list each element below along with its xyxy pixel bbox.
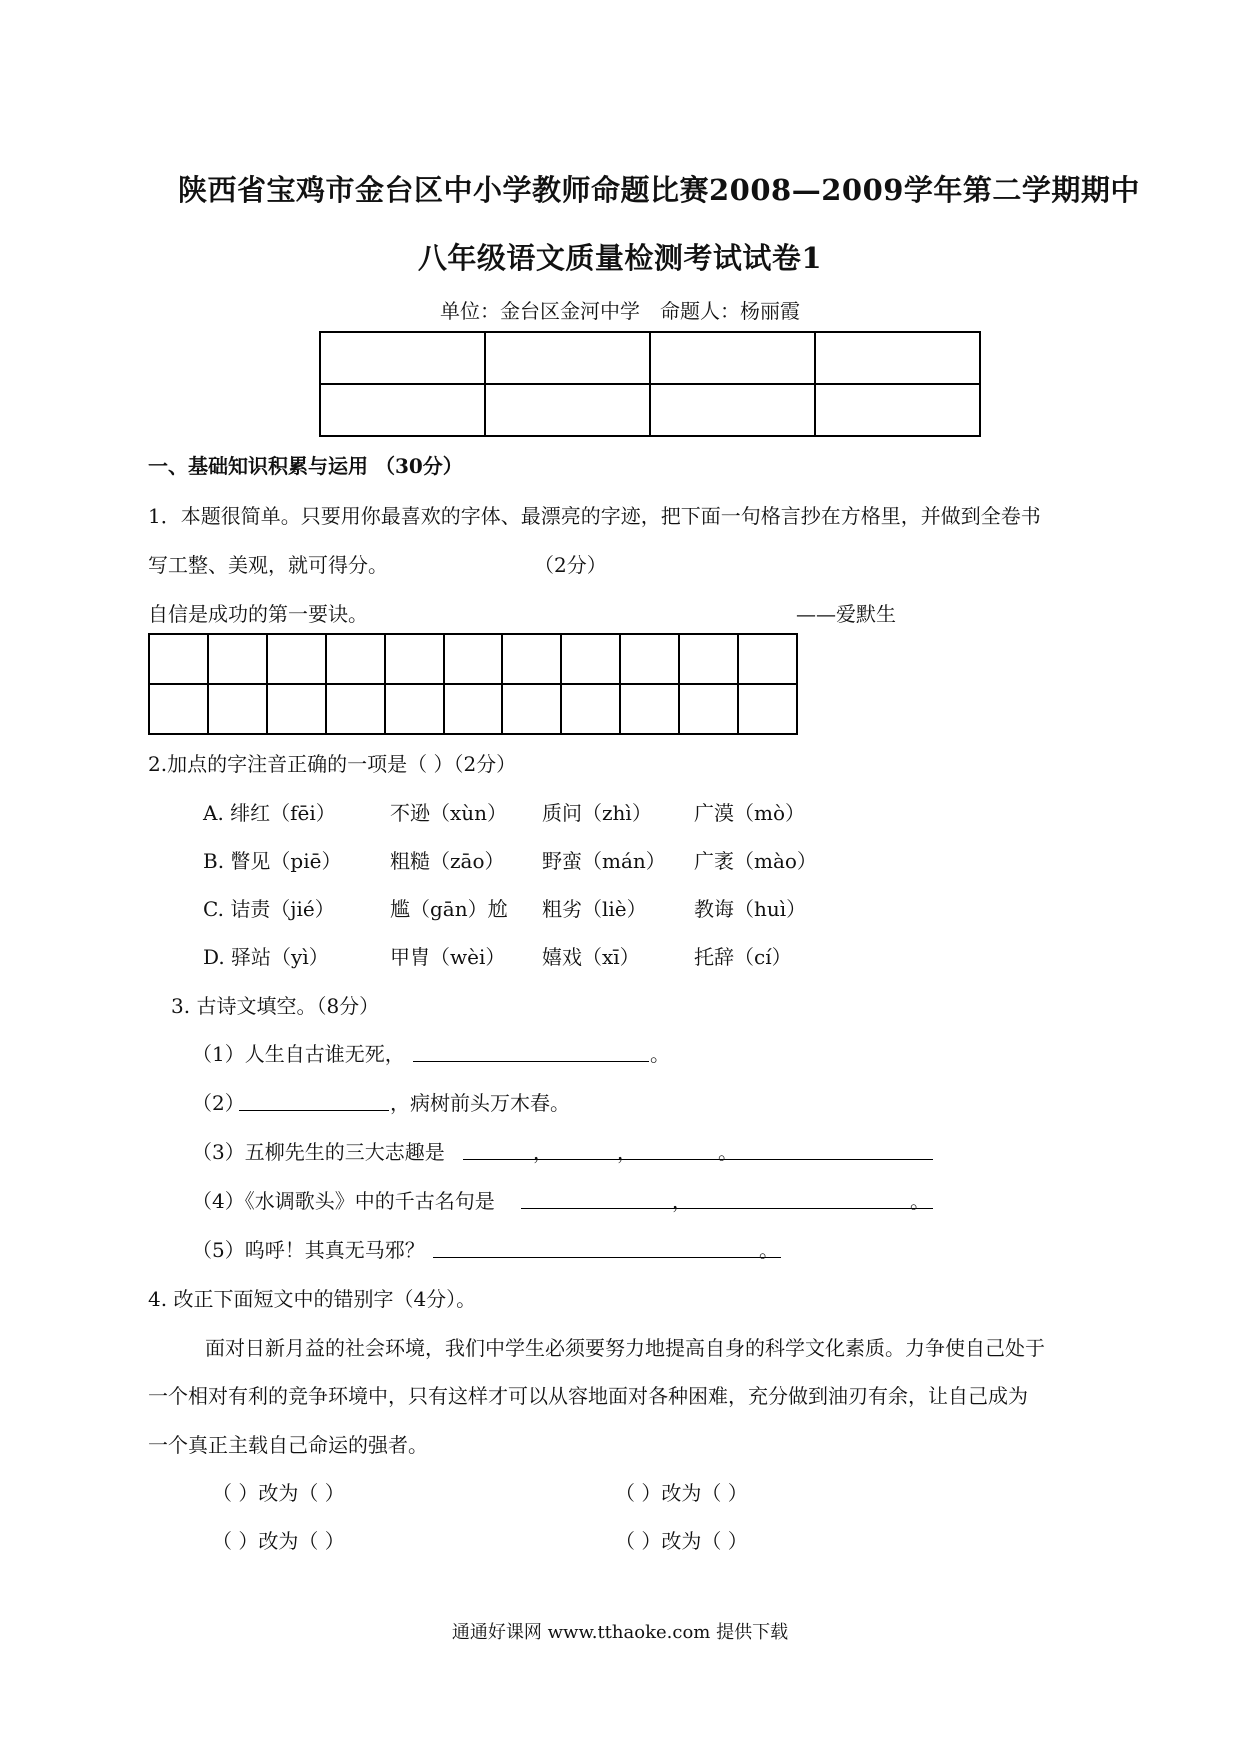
grid-cell[interactable] bbox=[620, 684, 679, 734]
score-cell bbox=[650, 384, 815, 436]
q4-correction-1: （ ）改为（ ） bbox=[212, 1481, 345, 1505]
q1-line-2: 写工整、美观，就可得分。 bbox=[148, 553, 388, 577]
q1-attribution: ——爱默生 bbox=[796, 602, 896, 626]
q3-item-5: （5）呜呼！其真无马邪？ bbox=[192, 1238, 425, 1262]
score-cell bbox=[815, 332, 980, 384]
q2-option-c-1: C. 诘责（jié） bbox=[203, 897, 335, 921]
q2-option-c-4: 教诲（huì） bbox=[694, 897, 807, 921]
grid-cell[interactable] bbox=[208, 684, 267, 734]
q3-item-3-end: 。 bbox=[718, 1140, 738, 1164]
score-cell bbox=[485, 332, 650, 384]
q3-item-5-end: 。 bbox=[759, 1238, 779, 1262]
q3-item-4-end: 。 bbox=[910, 1189, 930, 1213]
grid-cell[interactable] bbox=[679, 634, 738, 684]
score-cell bbox=[650, 332, 815, 384]
q3-item-3-comma-1: ， bbox=[533, 1140, 553, 1164]
answer-blank[interactable] bbox=[433, 1257, 781, 1258]
q2-stem: 2.加点的字注音正确的一项是（ ）（2分） bbox=[148, 752, 517, 776]
grid-cell[interactable] bbox=[502, 684, 561, 734]
grid-cell[interactable] bbox=[561, 684, 620, 734]
q3-item-3-comma-2: ， bbox=[617, 1140, 637, 1164]
writing-grid bbox=[148, 633, 798, 735]
q2-option-b-1: B. 瞥见（piē） bbox=[203, 849, 342, 873]
grid-cell[interactable] bbox=[444, 684, 503, 734]
q2-option-d-4: 托辞（cí） bbox=[694, 945, 792, 969]
q1-line-1: 1．本题很简单。只要用你最喜欢的字体、最漂亮的字迹，把下面一句格言抄在方格里，并做到全卷书 bbox=[148, 504, 1041, 528]
grid-cell[interactable] bbox=[149, 634, 208, 684]
q3-item-1: （1）人生自古谁无死， bbox=[192, 1042, 405, 1066]
q3-item-3: （3）五柳先生的三大志趣是 bbox=[192, 1140, 445, 1164]
q3-item-2: （2） bbox=[192, 1091, 245, 1115]
answer-blank[interactable] bbox=[413, 1061, 649, 1062]
q2-option-a-3: 质问（zhì） bbox=[542, 801, 652, 825]
answer-blank[interactable] bbox=[239, 1110, 389, 1111]
grid-cell[interactable] bbox=[444, 634, 503, 684]
score-cell bbox=[320, 384, 485, 436]
q1-points: （2分） bbox=[534, 553, 607, 577]
grid-cell[interactable] bbox=[502, 634, 561, 684]
footer-text: 通通好课网 www.tthaoke.com 提供下载 bbox=[451, 1622, 789, 1643]
score-cell bbox=[485, 384, 650, 436]
score-table bbox=[319, 331, 981, 437]
q4-stem: 4. 改正下面短文中的错别字（4分）。 bbox=[148, 1287, 477, 1311]
q3-stem: 3. 古诗文填空。（8分） bbox=[171, 994, 380, 1018]
answer-blank[interactable] bbox=[521, 1208, 933, 1209]
q2-option-b-3: 野蛮（mán） bbox=[542, 849, 666, 873]
q4-paragraph-line-1: 面对日新月益的社会环境，我们中学生必须要努力地提高自身的科学文化素质。力争使自己处于 bbox=[205, 1336, 1045, 1360]
q4-paragraph-line-3: 一个真正主载自己命运的强者。 bbox=[148, 1433, 428, 1457]
q2-option-d-1: D. 驿站（yì） bbox=[203, 945, 329, 969]
score-cell bbox=[815, 384, 980, 436]
grid-cell[interactable] bbox=[208, 634, 267, 684]
q2-option-a-4: 广漠（mò） bbox=[694, 801, 806, 825]
q2-option-d-3: 嬉戏（xī） bbox=[542, 945, 640, 969]
q3-item-2-end: ，病树前头万木春。 bbox=[390, 1091, 570, 1115]
q1-quote: 自信是成功的第一要诀。 bbox=[148, 602, 368, 626]
grid-cell[interactable] bbox=[267, 684, 326, 734]
section-heading: 一、基础知识积累与运用 （30分） bbox=[148, 454, 463, 478]
grid-cell[interactable] bbox=[326, 684, 385, 734]
q4-correction-3: （ ）改为（ ） bbox=[212, 1529, 345, 1553]
grid-cell[interactable] bbox=[679, 684, 738, 734]
grid-cell[interactable] bbox=[326, 634, 385, 684]
q4-paragraph-line-2: 一个相对有利的竞争环境中，只有这样才可以从容地面对各种困难，充分做到油刃有余，让自己成为 bbox=[148, 1384, 1028, 1408]
grid-cell[interactable] bbox=[385, 684, 444, 734]
grid-cell[interactable] bbox=[738, 684, 797, 734]
score-cell bbox=[320, 332, 485, 384]
q2-option-b-4: 广袤（mào） bbox=[694, 849, 817, 873]
title-line-1: 陕西省宝鸡市金台区中小学教师命题比赛2008—2009学年第二学期期中 bbox=[178, 173, 1140, 207]
grid-cell[interactable] bbox=[267, 634, 326, 684]
q3-item-4: （4）《水调歌头》中的千古名句是 bbox=[192, 1189, 495, 1213]
q2-option-a-1: A. 绯红（fēi） bbox=[203, 801, 336, 825]
q2-option-b-2: 粗糙（zāo） bbox=[390, 849, 505, 873]
grid-cell[interactable] bbox=[561, 634, 620, 684]
q2-option-c-2: 尴（gān）尬 bbox=[390, 897, 508, 921]
grid-cell[interactable] bbox=[149, 684, 208, 734]
q3-item-1-end: 。 bbox=[650, 1042, 670, 1066]
grid-cell[interactable] bbox=[385, 634, 444, 684]
title-line-2: 八年级语文质量检测考试试卷1 bbox=[417, 241, 823, 275]
grid-cell[interactable] bbox=[620, 634, 679, 684]
q3-item-4-comma: ， bbox=[672, 1189, 692, 1213]
q2-option-c-3: 粗劣（liè） bbox=[542, 897, 647, 921]
q4-correction-2: （ ）改为（ ） bbox=[615, 1481, 748, 1505]
q2-option-d-2: 甲胄（wèi） bbox=[390, 945, 506, 969]
q2-option-a-2: 不逊（xùn） bbox=[390, 801, 508, 825]
author-line: 单位：金台区金河中学 命题人：杨丽霞 bbox=[440, 299, 800, 323]
q4-correction-4: （ ）改为（ ） bbox=[615, 1529, 748, 1553]
grid-cell[interactable] bbox=[738, 634, 797, 684]
